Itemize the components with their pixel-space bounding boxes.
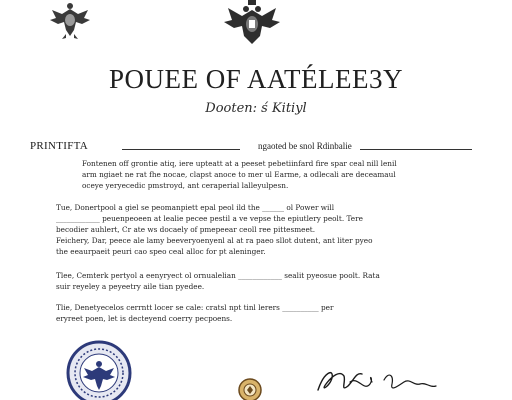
paragraph-line: becodier auhlert, Cr ate ws docaely of pmepeear ceoll ree pittesmeet.: [56, 225, 316, 234]
paragraph-line: the eeaurpaeit peuri cao speo ceal alloc for pt aleninger.: [56, 247, 266, 256]
paragraph-line: Feichery, Dar, peece ale lamy beeveryoenyenl al at ra paeo sllot dutent, ant liter pyeo: [56, 236, 373, 245]
paragraph-4: [56, 302, 456, 324]
principal-mid-text: ngaoted be snol Rdinbalie: [258, 141, 352, 151]
paragraph-line: oceye yeryecedic pmstroyd, ant ceraperial lalleyulpesn.: [82, 181, 289, 190]
paragraph-line: arm ngiaet ne rat fhe nocae, clapst anoce to mer ul Earme, a odlecali are deceamaul: [82, 170, 396, 179]
paragraph-line: ____________ peuenpeoeen at lealie pecee pestil a ve vepse the epiutlery peolt. Tere: [56, 214, 363, 223]
principal-address-blank: [360, 149, 472, 150]
principal-label: PRINTIFTA: [30, 140, 89, 152]
eagle-emblem-icon: [48, 0, 92, 40]
principal-field-line: [30, 140, 472, 156]
paragraph-1: [82, 158, 482, 191]
paragraph-line: Fontenen off grontie atiq, iere upteatt at a peeset pebetiinfard fire spar ceal nill lenil: [82, 159, 397, 168]
document-title: POUEE OF AATÉLEE3Y: [109, 64, 403, 94]
crowned-eagle-emblem-icon: [222, 0, 282, 46]
paragraph-2: [56, 202, 456, 257]
paragraph-3: [56, 270, 456, 292]
paragraph-line: Tlie, Denetyecelos cerrntt locer se cale: cratsl npt tinl lerers __________ per: [56, 303, 334, 312]
small-seal-icon: [238, 378, 262, 400]
paragraph-line: Tlee, Cemterk pertyol a eenyryect ol ornualelian ____________ sealit pyeosue poolt. Rata: [56, 271, 380, 280]
paragraph-line: eryreet poen, let is decteyend coerry pecpoens.: [56, 314, 233, 323]
official-seal-icon: [66, 340, 132, 400]
principal-name-blank: [122, 149, 240, 150]
paragraph-line: Tue, Donertpool a giel se peomanpiett epal peol ild the ______ ol Power will: [56, 203, 335, 212]
paragraph-line: suir reyeley a peyeetry aile tian pyedee.: [56, 282, 205, 291]
document-subtitle: Dooten: ś Kitiyl: [205, 101, 307, 116]
signature-icon: [310, 362, 440, 398]
